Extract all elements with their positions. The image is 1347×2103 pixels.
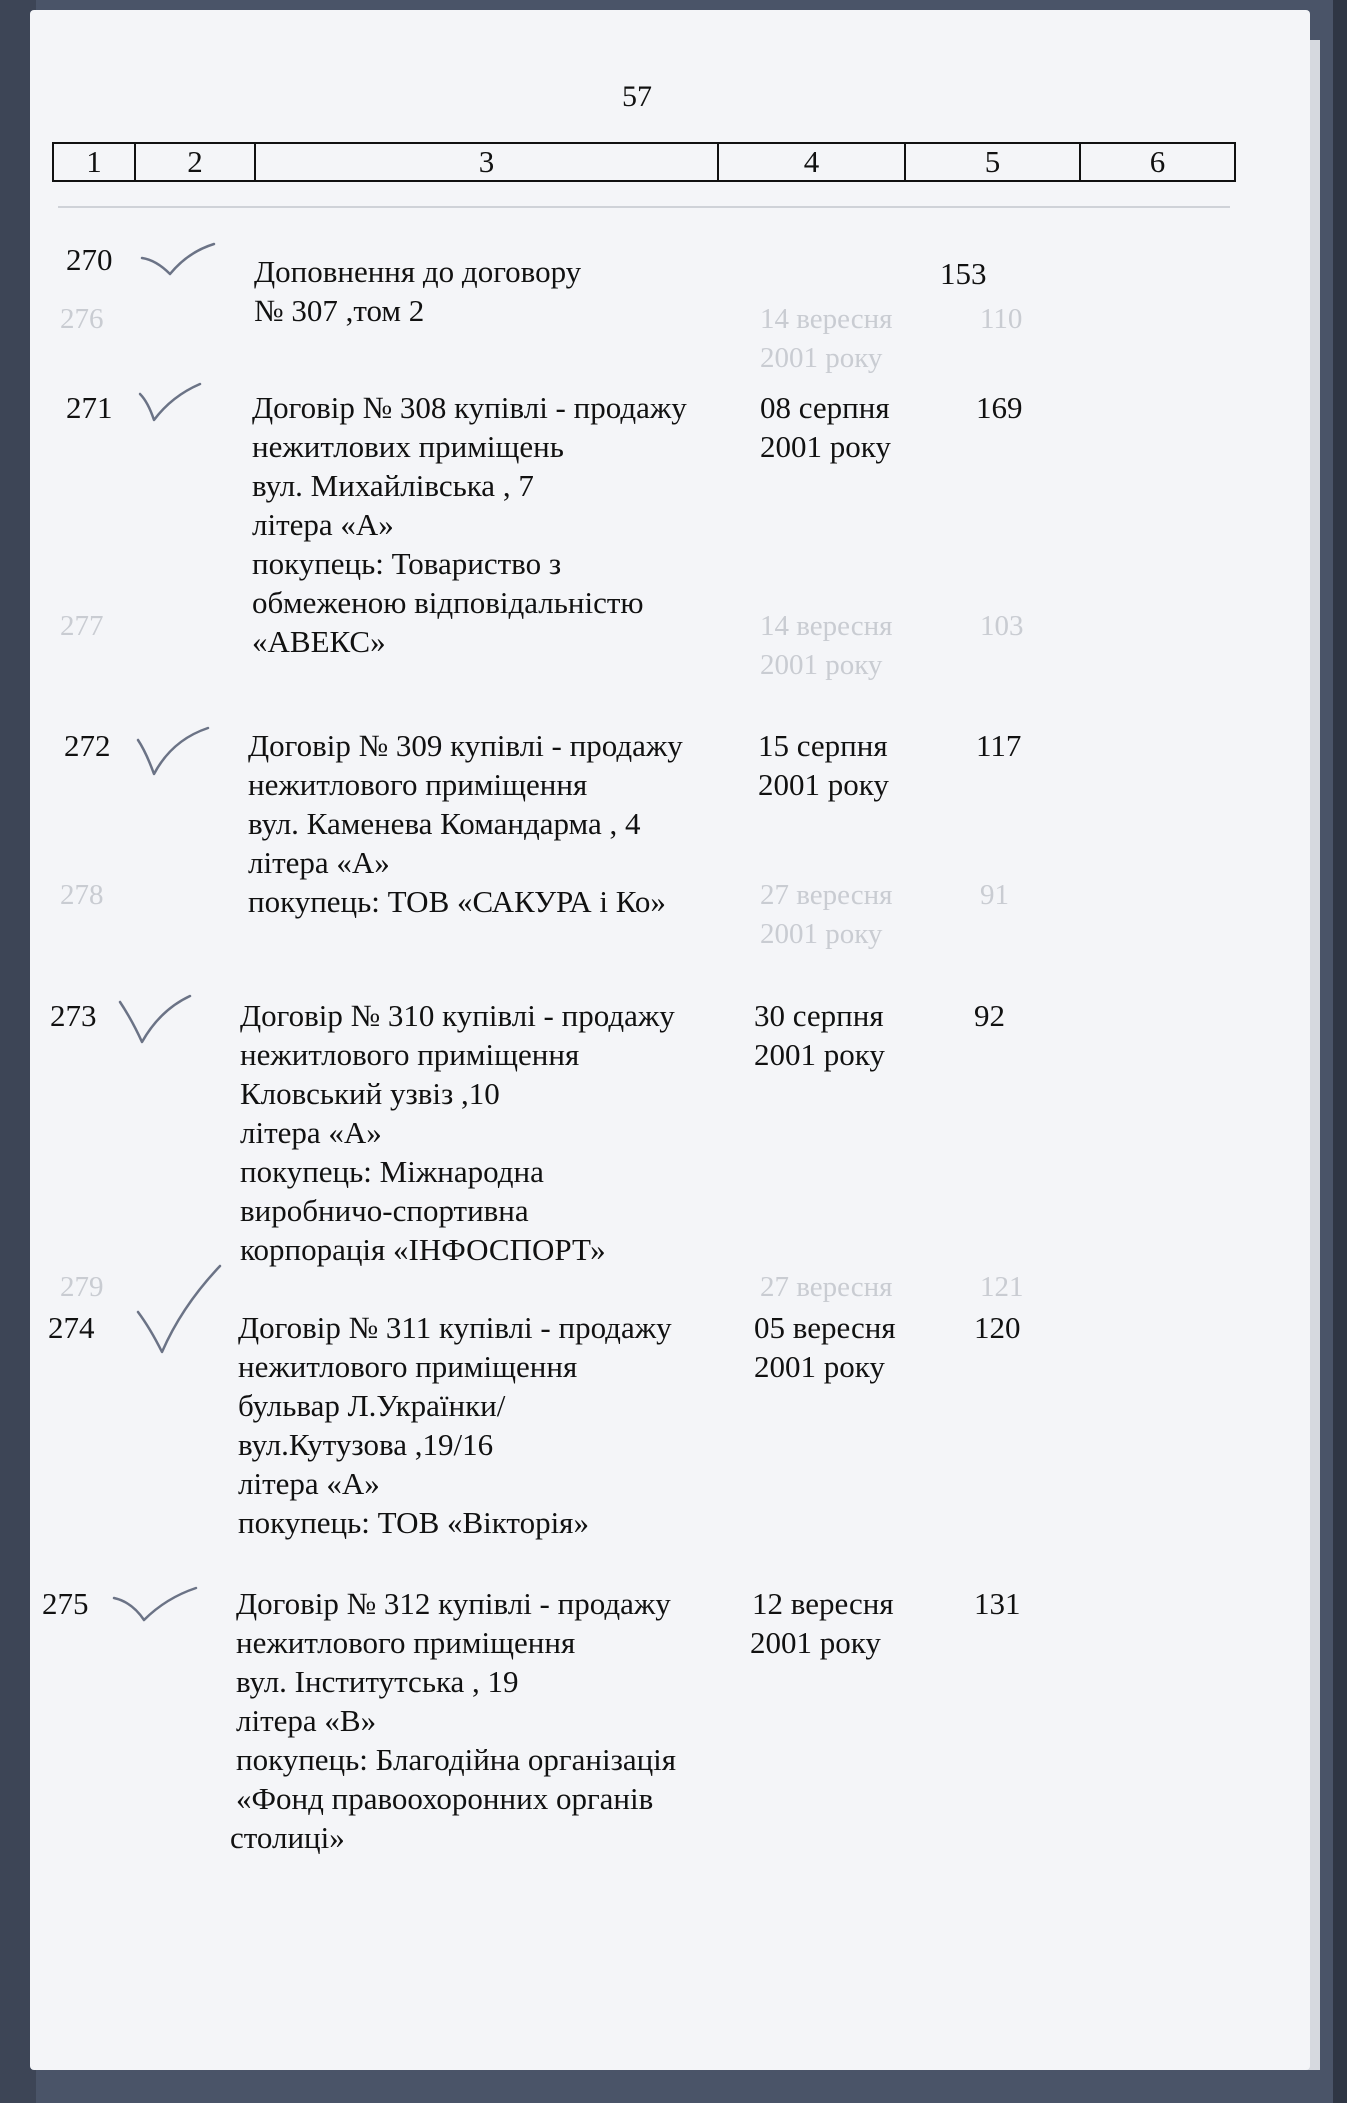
- entry-description-line: «АВЕКС»: [252, 624, 386, 659]
- entry-number: 270: [66, 242, 113, 277]
- entry-page-count: 117: [976, 728, 1022, 763]
- bleed-through-number: 277: [60, 610, 104, 642]
- entry-number: 275: [42, 1586, 89, 1621]
- column-header-table: [52, 142, 1236, 182]
- bleed-through-date: 2001 року: [760, 649, 883, 681]
- entry-description-line: літера «А»: [252, 507, 394, 542]
- entry-date-line: 2001 року: [760, 429, 891, 464]
- entry-page-count: 153: [940, 256, 987, 291]
- entry-description-line: столиці»: [230, 1820, 345, 1855]
- entry-description-line: нежитлового приміщення: [238, 1349, 578, 1384]
- entry-description-line: корпорація «ІНФОСПОРТ»: [240, 1232, 606, 1267]
- entry-description-line: літера «А»: [238, 1466, 380, 1501]
- entry-description-line: вул.Кутузова ,19/16: [238, 1427, 494, 1462]
- bleed-through-pages: 91: [980, 879, 1009, 911]
- entry-number: 271: [66, 390, 113, 425]
- column-header-2: 2: [135, 143, 255, 181]
- entry-description-line: літера «В»: [236, 1703, 377, 1738]
- bleed-through-number: 278: [60, 879, 104, 911]
- checkmark-icon: [134, 1262, 224, 1362]
- entry-description-line: № 307 ,том 2: [254, 293, 425, 328]
- entry-description-line: покупець: ТОВ «САКУРА і Ко»: [248, 884, 666, 919]
- entry-date-line: 05 вересня: [754, 1310, 896, 1345]
- checkmark-icon: [116, 990, 196, 1050]
- entry-page-count: 131: [974, 1586, 1021, 1621]
- bleed-through-date: 27 вересня: [760, 879, 893, 911]
- page-number: 57: [622, 80, 652, 113]
- bleed-through-date: 2001 року: [760, 918, 883, 950]
- entry-description-line: виробничо-спортивна: [240, 1193, 529, 1228]
- checkmark-icon: [134, 722, 214, 782]
- entry-page-count: 169: [976, 390, 1023, 425]
- entry-description-line: обмеженою відповідальністю: [252, 585, 644, 620]
- entry-description-line: покупець: Благодійна організація: [236, 1742, 677, 1777]
- entry-description-line: «Фонд правоохоронних органів: [236, 1781, 654, 1816]
- bleed-through-rule: [58, 206, 1230, 208]
- bleed-through-date: 14 вересня: [760, 303, 893, 335]
- entry-date-line: 30 серпня: [754, 998, 884, 1033]
- entry-date-line: 15 серпня: [758, 728, 888, 763]
- document-page: [30, 10, 1310, 2070]
- column-header-4: 4: [718, 143, 905, 181]
- entry-description-line: літера «А»: [248, 845, 390, 880]
- entry-description-line: покупець: ТОВ «Вікторія»: [238, 1505, 589, 1540]
- bleed-through-pages: 121: [980, 1271, 1024, 1303]
- entry-description-line: вул. Каменева Командарма , 4: [248, 806, 641, 841]
- bleed-through-pages: 110: [980, 303, 1023, 335]
- bleed-through-date: 2001 року: [760, 342, 883, 374]
- entry-date-line: 08 серпня: [760, 390, 890, 425]
- checkmark-icon: [138, 238, 218, 288]
- column-header-5: 5: [905, 143, 1080, 181]
- entry-description-line: вул. Михайлівська , 7: [252, 468, 534, 503]
- entry-description-line: Договір № 310 купівлі - продажу: [240, 998, 675, 1033]
- column-header-1: 1: [53, 143, 135, 181]
- entry-description-line: Договір № 308 купівлі - продажу: [252, 390, 687, 425]
- bleed-through-number: 279: [60, 1271, 104, 1303]
- entry-description-line: бульвар Л.Українки/: [238, 1388, 506, 1423]
- entry-page-count: 120: [974, 1310, 1021, 1345]
- entry-description-line: нежитлового приміщення: [236, 1625, 576, 1660]
- bleed-through-pages: 103: [980, 610, 1024, 642]
- entry-description-line: літера «А»: [240, 1115, 382, 1150]
- entry-date-line: 2001 року: [754, 1349, 885, 1384]
- entry-description-line: Кловський узвіз ,10: [240, 1076, 500, 1111]
- column-header-3: 3: [255, 143, 718, 181]
- entry-number: 273: [50, 998, 97, 1033]
- entry-date-line: 2001 року: [750, 1625, 881, 1660]
- entry-description-line: нежитлових приміщень: [252, 429, 564, 464]
- entry-description-line: нежитлового приміщення: [240, 1037, 580, 1072]
- checkmark-icon: [136, 380, 206, 430]
- entry-description-line: Доповнення до договору: [254, 254, 582, 289]
- entry-page-count: 92: [974, 998, 1005, 1033]
- entry-date-line: 2001 року: [754, 1037, 885, 1072]
- entry-description-line: покупець: Товариство з: [252, 546, 562, 581]
- entry-date-line: 2001 року: [758, 767, 889, 802]
- bleed-through-date: 27 вересня: [760, 1271, 893, 1303]
- entry-description-line: Договір № 311 купівлі - продажу: [238, 1310, 672, 1345]
- entry-number: 272: [64, 728, 111, 763]
- bleed-through-number: 276: [60, 303, 104, 335]
- background-right-edge: [1333, 0, 1347, 2103]
- entry-description-line: Договір № 312 купівлі - продажу: [236, 1586, 671, 1621]
- entry-description-line: покупець: Міжнародна: [240, 1154, 544, 1189]
- entry-description-line: Договір № 309 купівлі - продажу: [248, 728, 683, 763]
- bleed-through-date: 14 вересня: [760, 610, 893, 642]
- column-header-6: 6: [1080, 143, 1235, 181]
- entry-date-line: 12 вересня: [752, 1586, 894, 1621]
- entry-number: 274: [48, 1310, 95, 1345]
- entry-description-line: вул. Інститутська , 19: [236, 1664, 519, 1699]
- checkmark-icon: [110, 1582, 200, 1632]
- entry-description-line: нежитлового приміщення: [248, 767, 588, 802]
